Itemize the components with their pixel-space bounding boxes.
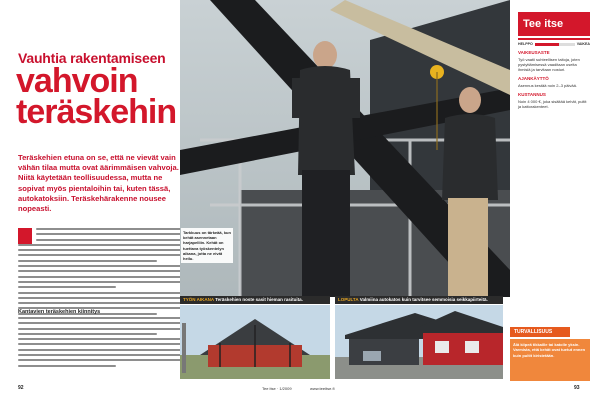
scale-hard: VAIKEA — [576, 42, 590, 46]
photo-label-finally — [335, 296, 503, 304]
label-text: Valmiina autokatos kuin tarvitsee semmoisia seikkapiirteitä. — [359, 297, 488, 302]
photo-caption: Tarkkuus on tärkeää, kun kehät asennetaan harjapelliin. Kehät on tuettava työskentelyn aikana, jotta ne eivät heilu. — [181, 228, 233, 263]
body-text-column — [18, 228, 181, 318]
article-subhead: Kantavien teräskehien kiinnitys — [18, 309, 101, 315]
time-heading: AJANKÄYTTÖ — [518, 76, 549, 81]
cost-section — [518, 92, 590, 109]
footer-right: www.teeitse.fi — [310, 386, 335, 391]
tee-itse-tab: Tee itse — [518, 12, 590, 36]
drop-cap — [18, 228, 32, 244]
page-number-right: 93 — [574, 385, 580, 391]
body-text-column-2 — [18, 317, 181, 370]
finished-carport-photo — [335, 305, 503, 379]
time-section — [518, 76, 590, 88]
photo-label-during-work — [180, 296, 330, 304]
construction-photo — [180, 305, 330, 379]
label-highlight: LOPULTA — [338, 297, 359, 302]
safety-tab: TURVALLISUUS — [510, 327, 570, 337]
time-text: Asennus kestää noin 2–3 päivää. — [518, 83, 577, 88]
difficulty-bar — [535, 43, 575, 46]
article-kicker: Vauhtia rakentamiseen — [18, 50, 166, 66]
difficulty-scale — [518, 42, 590, 46]
label-highlight: TYÖN AIKANA — [183, 297, 214, 302]
label-text: Teräskehien noste sasit hieman rasituita. — [215, 297, 303, 302]
sidebar-rule — [518, 38, 590, 40]
cost-text: Noin 4 000 €, joka sisältää kehät, pultit ja kattorakenteet. — [518, 99, 587, 110]
cost-heading: KUSTANNUS — [518, 92, 546, 97]
page-number-left: 92 — [18, 385, 24, 391]
article-headline: vahvoin teräskehin — [16, 62, 177, 131]
difficulty-section — [518, 50, 590, 73]
scale-easy: HELPPO — [518, 42, 533, 46]
footer-left: Tee itse · 1/2009 — [262, 386, 292, 391]
safety-box: Älä kiipeä tikkaille tai katolle yksin. Varmista, että kehät ovat tuetut ennen kuin pultit kiristetään. — [510, 339, 590, 381]
difficulty-text: Työ vaatii suhteellisen taitoja, joten pystyttämisessä vaaditaan useita ihmisiä ja tarvitaan nosturi. — [518, 57, 580, 73]
article-lead: Teräskehien etuna on se, että ne vievät vain vähän tilaa mutta ovat äärimmäisen vahvoja. Niitä käytetään teollisuudessa, mutta ne sopivat myös pientaloihin tai, kuten tässä, autokatoksiin. Teräskehärakenne nousee nopeasti. — [18, 153, 179, 214]
difficulty-heading: VAIKEUSASTE — [518, 50, 550, 55]
